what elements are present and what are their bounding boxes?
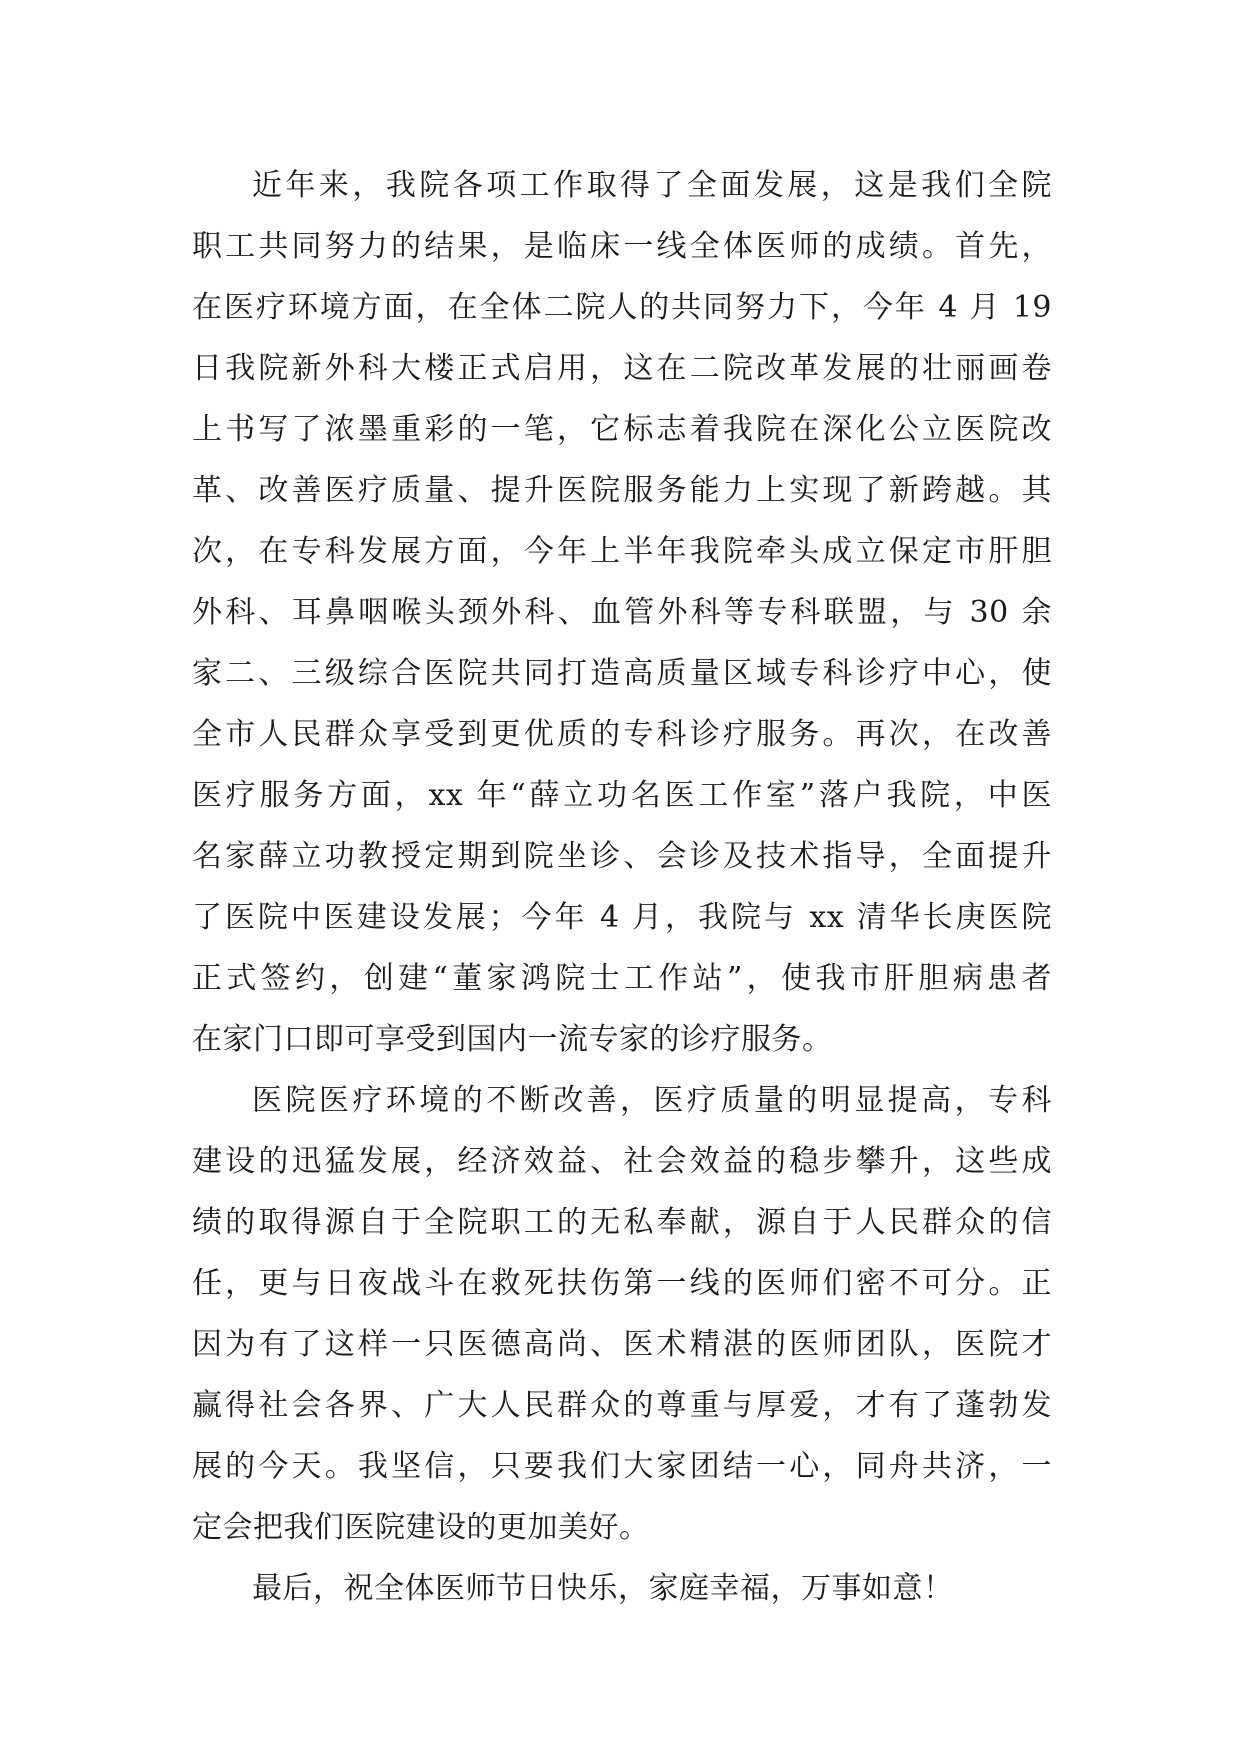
text-line: 最后，祝全体医师节日快乐，家庭幸福，万事如意！ xyxy=(252,1571,954,1606)
text-line: 建设的迅猛发展，经济效益、社会效益的稳步攀升，这些成 xyxy=(192,1144,1052,1179)
text-line: 外科、耳鼻咽喉头颈外科、血管外科等专科联盟，与 30 余 xyxy=(192,595,1052,630)
text-line: 在医疗环境方面，在全体二院人的共同努力下，今年 4 月 19 xyxy=(192,290,1052,325)
paragraph-2 xyxy=(192,1070,1052,1558)
text-line: 在家门口即可享受到国内一流专家的诊疗服务。 xyxy=(192,1022,833,1057)
text-line: 家二、三级综合医院共同打造高质量区域专科诊疗中心，使 xyxy=(192,656,1052,691)
document-body xyxy=(192,155,1052,1619)
text-line: 近年来，我院各项工作取得了全面发展，这是我们全院 xyxy=(252,168,1052,203)
text-line: 职工共同努力的结果，是临床一线全体医师的成绩。首先， xyxy=(192,229,1052,264)
text-line: 日我院新外科大楼正式启用，这在二院改革发展的壮丽画卷 xyxy=(192,351,1052,386)
paragraph-3 xyxy=(192,1558,1052,1619)
text-line: 医院医疗环境的不断改善，医疗质量的明显提高，专科 xyxy=(252,1083,1052,1118)
text-line: 定会把我们医院建设的更加美好。 xyxy=(192,1510,650,1545)
text-line: 绩的取得源自于全院职工的无私奉献，源自于人民群众的信 xyxy=(192,1205,1052,1240)
text-line: 展的今天。我坚信，只要我们大家团结一心，同舟共济，一 xyxy=(192,1449,1052,1484)
text-line: 因为有了这样一只医德高尚、医术精湛的医师团队，医院才 xyxy=(192,1327,1052,1362)
text-line: 全市人民群众享受到更优质的专科诊疗服务。再次，在改善 xyxy=(192,717,1052,752)
text-line: 名家薛立功教授定期到院坐诊、会诊及技术指导，全面提升 xyxy=(192,839,1052,874)
text-line: 任，更与日夜战斗在救死扶伤第一线的医师们密不可分。正 xyxy=(192,1266,1052,1301)
text-line: 医疗服务方面，xx 年“薛立功名医工作室”落户我院，中医 xyxy=(192,778,1052,813)
text-line: 正式签约，创建“董家鸿院士工作站”，使我市肝胆病患者 xyxy=(192,961,1052,996)
text-line: 赢得社会各界、广大人民群众的尊重与厚爱，才有了蓬勃发 xyxy=(192,1388,1052,1423)
text-line: 革、改善医疗质量、提升医院服务能力上实现了新跨越。其 xyxy=(192,473,1052,508)
text-line: 次，在专科发展方面，今年上半年我院牵头成立保定市肝胆 xyxy=(192,534,1052,569)
paragraph-1 xyxy=(192,155,1052,1070)
text-line: 了医院中医建设发展；今年 4 月，我院与 xx 清华长庚医院 xyxy=(192,900,1052,935)
text-line: 上书写了浓墨重彩的一笔，它标志着我院在深化公立医院改 xyxy=(192,412,1052,447)
